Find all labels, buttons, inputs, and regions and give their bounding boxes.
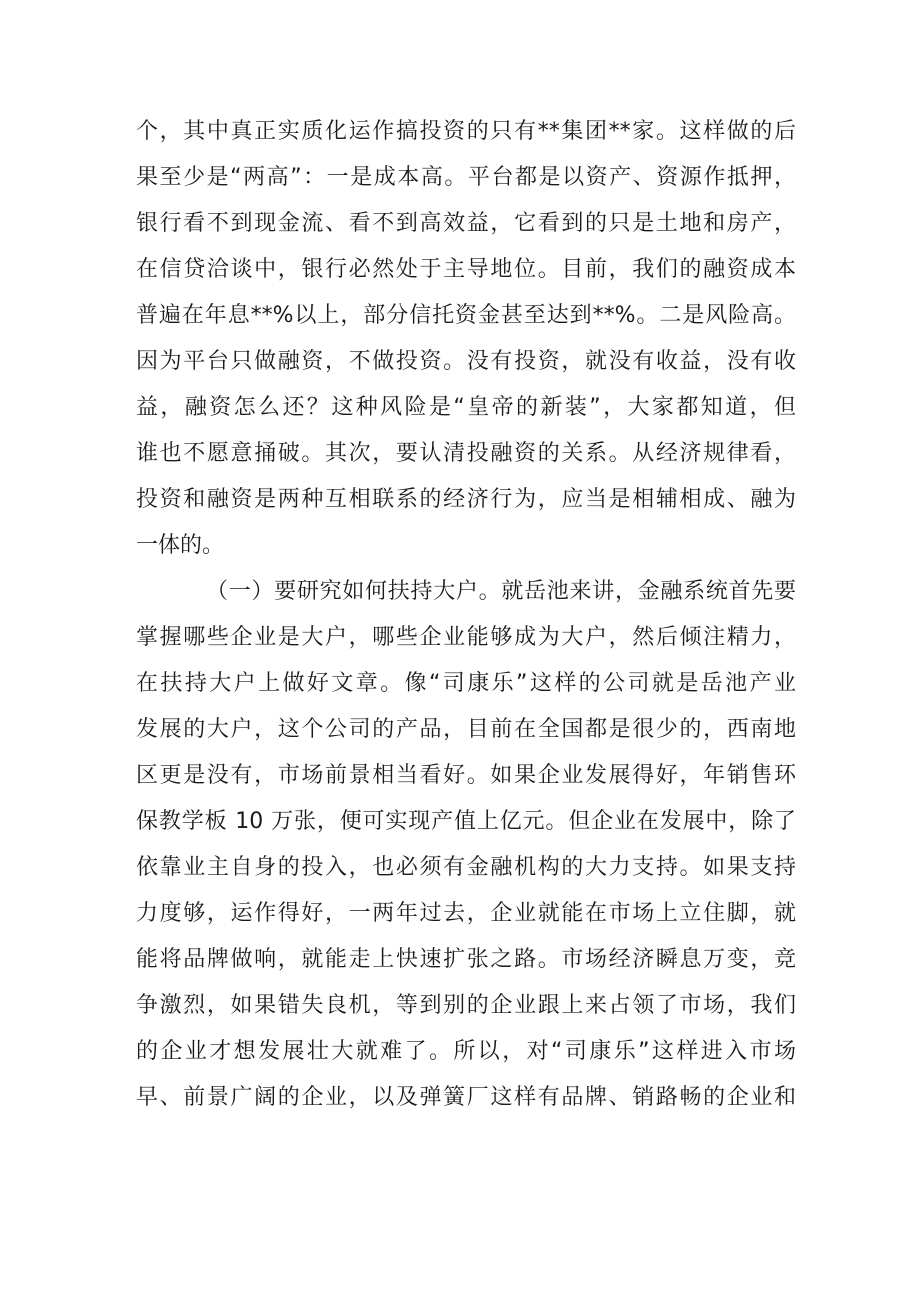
text-line: 争激烈，如果错失良机，等到别的企业跟上来占领了市场，我们: [136, 993, 796, 1018]
text-line: 银行看不到现金流、看不到高效益，它看到的只是土地和房产，: [136, 211, 796, 236]
text-line: 力度够，运作得好，一两年过去，企业就能在市场上立住脚，就: [136, 901, 796, 926]
text-line: 普遍在年息**%以上，部分信托资金甚至达到**%。二是风险高。: [136, 303, 796, 328]
text-line: 区更是没有，市场前景相当看好。如果企业发展得好，年销售环: [136, 763, 796, 788]
text-line: 掌握哪些企业是大户，哪些企业能够成为大户，然后倾注精力，: [136, 625, 796, 650]
text-line: 在信贷洽谈中，银行必然处于主导地位。目前，我们的融资成本: [136, 257, 796, 282]
text-line: 能将品牌做响，就能走上快速扩张之路。市场经济瞬息万变，竞: [136, 947, 796, 972]
text-line: （一）要研究如何扶持大户。就岳池来讲，金融系统首先要: [206, 579, 796, 604]
text-line: 发展的大户，这个公司的产品，目前在全国都是很少的，西南地: [136, 717, 796, 742]
text-line: 果至少是“两高”：一是成本高。平台都是以资产、资源作抵押，: [136, 165, 796, 190]
text-line: 的企业才想发展壮大就难了。所以，对“司康乐”这样进入市场: [136, 1039, 796, 1064]
text-line: 益，融资怎么还？这种风险是“皇帝的新装”，大家都知道，但: [136, 395, 796, 420]
text-line: 谁也不愿意捅破。其次，要认清投融资的关系。从经济规律看，: [136, 441, 796, 466]
text-line: 依靠业主自身的投入，也必须有金融机构的大力支持。如果支持: [136, 855, 796, 880]
text-line: 因为平台只做融资，不做投资。没有投资，就没有收益，没有收: [136, 349, 796, 374]
text-line: 在扶持大户上做好文章。像“司康乐”这样的公司就是岳池产业: [136, 671, 796, 696]
text-line: 个，其中真正实质化运作搞投资的只有**集团**家。这样做的后: [136, 119, 796, 144]
text-line: 投资和融资是两种互相联系的经济行为，应当是相辅相成、融为: [136, 487, 796, 512]
text-line: 一体的。: [136, 533, 225, 558]
text-line: 早、前景广阔的企业，以及弹簧厂这样有品牌、销路畅的企业和: [136, 1085, 796, 1110]
text-line: 保教学板 10 万张，便可实现产值上亿元。但企业在发展中，除了: [136, 809, 796, 834]
